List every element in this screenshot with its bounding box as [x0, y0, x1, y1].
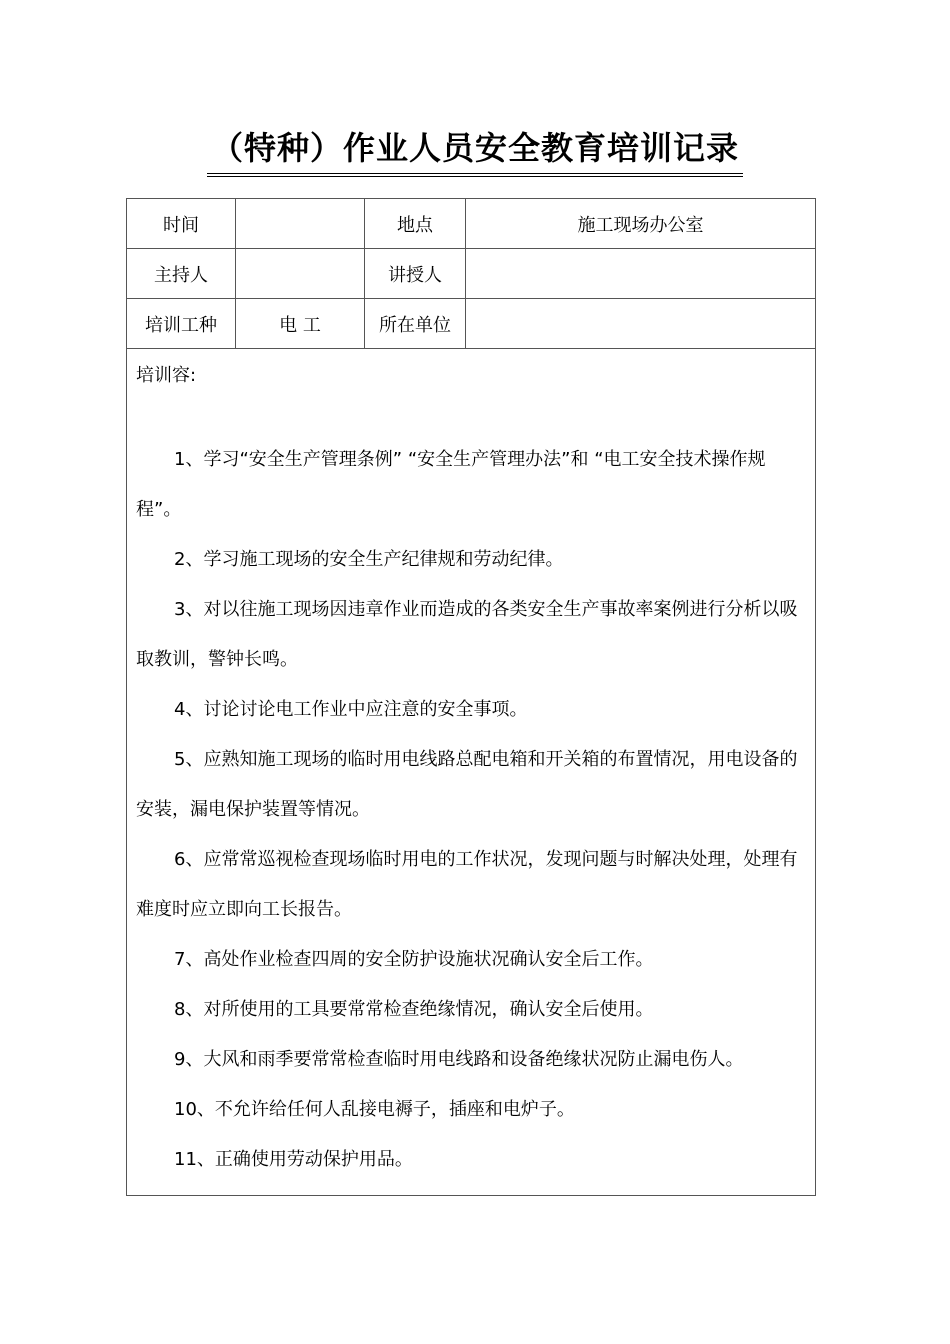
content-item-6: 6、应常常巡视检查现场临时用电的工作状况，发现问题与时解决处理，处理有难度时应立即向工长报告。 — [136, 849, 798, 920]
value-time — [236, 199, 365, 249]
content-item-2: 2、学习施工现场的安全生产纪律规和劳动纪律。 — [174, 549, 564, 570]
label-trade: 培训工种 — [127, 299, 236, 349]
value-trade: 电 工 — [236, 299, 365, 349]
table-row-trade-unit — [127, 299, 816, 349]
table-row-content — [127, 349, 816, 1196]
content-box — [127, 349, 815, 1185]
table-row-time-location — [127, 199, 816, 249]
title-wrap — [0, 126, 950, 177]
value-unit — [466, 299, 816, 349]
training-record-table — [126, 198, 816, 1196]
content-heading: 培训容: — [136, 365, 197, 386]
value-host — [236, 249, 365, 299]
content-item-7: 7、高处作业检查四周的安全防护设施状况确认安全后工作。 — [174, 949, 654, 970]
label-location: 地点 — [365, 199, 466, 249]
label-lecturer: 讲授人 — [365, 249, 466, 299]
content-item-9: 9、大风和雨季要常常检查临时用电线路和设备绝缘状况防止漏电伤人。 — [174, 1049, 744, 1070]
label-unit: 所在单位 — [365, 299, 466, 349]
table-row-host-lecturer — [127, 249, 816, 299]
page-title: （特种）作业人员安全教育培训记录 — [207, 126, 743, 177]
label-host: 主持人 — [127, 249, 236, 299]
content-item-11: 11、正确使用劳动保护用品。 — [174, 1149, 413, 1170]
value-lecturer — [466, 249, 816, 299]
content-item-3: 3、对以往施工现场因违章作业而造成的各类安全生产事故率案例进行分析以吸取教训，警钟长鸣。 — [136, 599, 798, 670]
content-item-10: 10、不允许给任何人乱接电褥子，插座和电炉子。 — [174, 1099, 575, 1120]
content-item-8: 8、对所使用的工具要常常检查绝缘情况，确认安全后使用。 — [174, 999, 654, 1020]
label-time: 时间 — [127, 199, 236, 249]
content-cell — [127, 349, 816, 1196]
content-item-5: 5、应熟知施工现场的临时用电线路总配电箱和开关箱的布置情况，用电设备的安装，漏电保护装置等情况。 — [136, 749, 798, 820]
content-item-1: 1、学习“安全生产管理条例” “安全生产管理办法”和 “电工安全技术操作规程”。 — [136, 449, 766, 520]
value-location: 施工现场办公室 — [466, 199, 816, 249]
content-item-4: 4、讨论讨论电工作业中应注意的安全事项。 — [174, 699, 528, 720]
